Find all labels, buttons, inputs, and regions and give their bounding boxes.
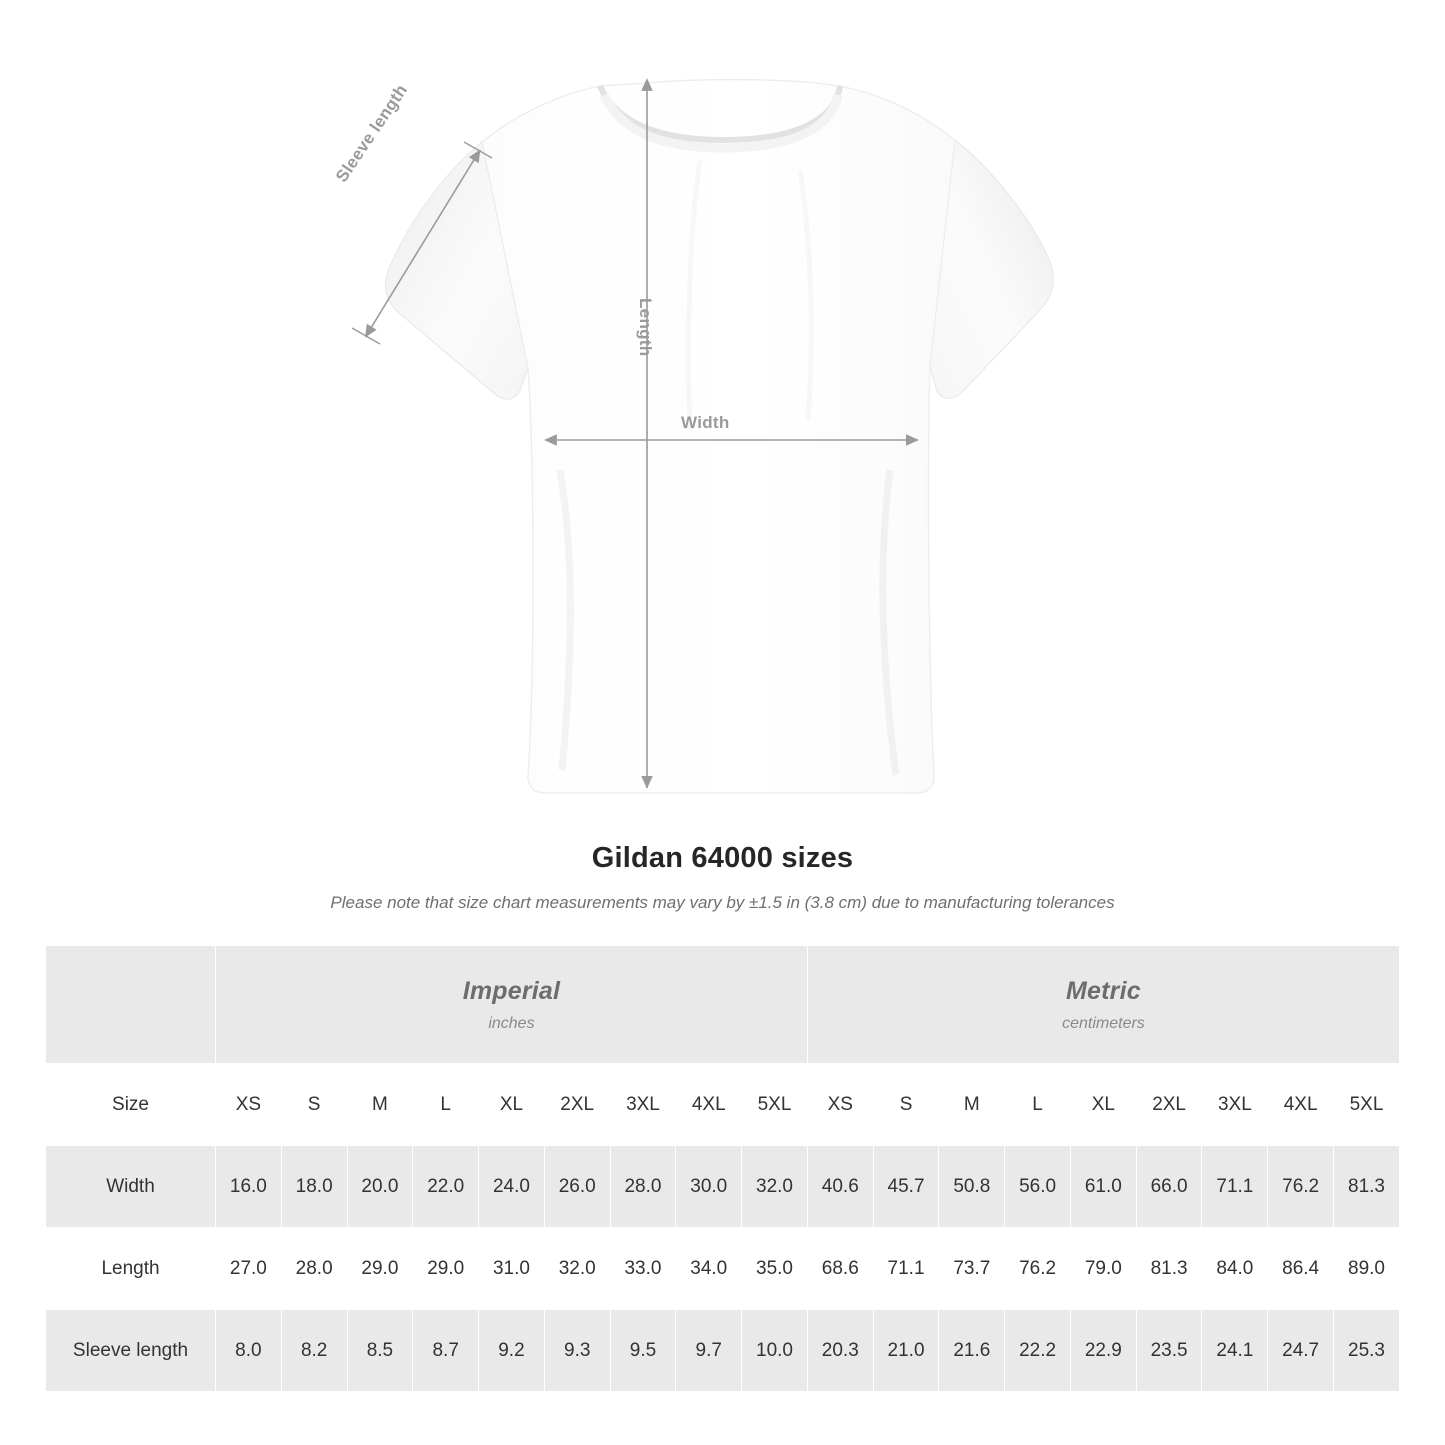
cell: 8.0 bbox=[216, 1310, 282, 1392]
cell: 40.6 bbox=[807, 1146, 873, 1228]
size-table-wrap bbox=[45, 945, 1400, 1392]
cell: 81.3 bbox=[1334, 1146, 1400, 1228]
imperial-system-label: Imperial bbox=[462, 976, 561, 1005]
cell: 34.0 bbox=[676, 1228, 742, 1310]
length-label: Length bbox=[636, 298, 655, 357]
metric-unit-label: centimeters bbox=[1062, 1014, 1145, 1032]
cell: 32.0 bbox=[742, 1146, 808, 1228]
cell: 28.0 bbox=[281, 1228, 347, 1310]
cell: 79.0 bbox=[1070, 1228, 1136, 1310]
column-header: XL bbox=[479, 1064, 545, 1146]
cell: 8.2 bbox=[281, 1310, 347, 1392]
unit-header-row bbox=[46, 946, 1400, 1064]
cell: 81.3 bbox=[1136, 1228, 1202, 1310]
table-row bbox=[46, 1146, 1400, 1228]
unit-group-imperial bbox=[216, 946, 808, 1064]
cell: 21.6 bbox=[939, 1310, 1005, 1392]
cell: 22.2 bbox=[1005, 1310, 1071, 1392]
cell: 35.0 bbox=[742, 1228, 808, 1310]
cell: 9.7 bbox=[676, 1310, 742, 1392]
cell: 66.0 bbox=[1136, 1146, 1202, 1228]
cell: 24.1 bbox=[1202, 1310, 1268, 1392]
column-header: L bbox=[1005, 1064, 1071, 1146]
column-header: 5XL bbox=[1334, 1064, 1400, 1146]
cell: 27.0 bbox=[216, 1228, 282, 1310]
column-header: 2XL bbox=[1136, 1064, 1202, 1146]
cell: 16.0 bbox=[216, 1146, 282, 1228]
cell: 33.0 bbox=[610, 1228, 676, 1310]
cell: 18.0 bbox=[281, 1146, 347, 1228]
cell: 24.7 bbox=[1268, 1310, 1334, 1392]
column-header: 4XL bbox=[1268, 1064, 1334, 1146]
cell: 20.3 bbox=[807, 1310, 873, 1392]
cell: 28.0 bbox=[610, 1146, 676, 1228]
cell: 45.7 bbox=[873, 1146, 939, 1228]
size-header-row bbox=[46, 1064, 1400, 1146]
cell: 20.0 bbox=[347, 1146, 413, 1228]
cell: 61.0 bbox=[1070, 1146, 1136, 1228]
size-table bbox=[45, 945, 1400, 1392]
cell: 76.2 bbox=[1005, 1228, 1071, 1310]
row-header-size: Size bbox=[46, 1064, 216, 1146]
cell: 32.0 bbox=[544, 1228, 610, 1310]
cell: 9.5 bbox=[610, 1310, 676, 1392]
title-block bbox=[0, 842, 1445, 913]
cell: 68.6 bbox=[807, 1228, 873, 1310]
cell: 29.0 bbox=[413, 1228, 479, 1310]
cell: 84.0 bbox=[1202, 1228, 1268, 1310]
column-header: 5XL bbox=[742, 1064, 808, 1146]
cell: 86.4 bbox=[1268, 1228, 1334, 1310]
cell: 50.8 bbox=[939, 1146, 1005, 1228]
cell: 31.0 bbox=[479, 1228, 545, 1310]
cell: 9.3 bbox=[544, 1310, 610, 1392]
sleeve-length-label: Sleeve length bbox=[332, 80, 412, 186]
column-header: 2XL bbox=[544, 1064, 610, 1146]
column-header: 4XL bbox=[676, 1064, 742, 1146]
cell: 76.2 bbox=[1268, 1146, 1334, 1228]
cell: 30.0 bbox=[676, 1146, 742, 1228]
column-header: M bbox=[939, 1064, 1005, 1146]
cell: 89.0 bbox=[1334, 1228, 1400, 1310]
cell: 8.7 bbox=[413, 1310, 479, 1392]
cell: 22.0 bbox=[413, 1146, 479, 1228]
column-header: L bbox=[413, 1064, 479, 1146]
row-label-length: Length bbox=[46, 1228, 216, 1310]
column-header: XS bbox=[216, 1064, 282, 1146]
cell: 71.1 bbox=[873, 1228, 939, 1310]
cell: 10.0 bbox=[742, 1310, 808, 1392]
column-header: M bbox=[347, 1064, 413, 1146]
width-label: Width bbox=[681, 413, 730, 432]
column-header: 3XL bbox=[1202, 1064, 1268, 1146]
row-label-sleeve-length: Sleeve length bbox=[46, 1310, 216, 1392]
cell: 22.9 bbox=[1070, 1310, 1136, 1392]
metric-system-label: Metric bbox=[1066, 976, 1141, 1005]
table-row bbox=[46, 1310, 1400, 1392]
cell: 73.7 bbox=[939, 1228, 1005, 1310]
column-header: S bbox=[873, 1064, 939, 1146]
cell: 21.0 bbox=[873, 1310, 939, 1392]
row-label-width: Width bbox=[46, 1146, 216, 1228]
cell: 71.1 bbox=[1202, 1146, 1268, 1228]
unit-header-spacer bbox=[46, 946, 216, 1064]
cell: 23.5 bbox=[1136, 1310, 1202, 1392]
cell: 9.2 bbox=[479, 1310, 545, 1392]
cell: 25.3 bbox=[1334, 1310, 1400, 1392]
cell: 29.0 bbox=[347, 1228, 413, 1310]
cell: 56.0 bbox=[1005, 1146, 1071, 1228]
cell: 24.0 bbox=[479, 1146, 545, 1228]
column-header: XS bbox=[807, 1064, 873, 1146]
column-header: S bbox=[281, 1064, 347, 1146]
page-title: Gildan 64000 sizes bbox=[591, 842, 854, 874]
cell: 26.0 bbox=[544, 1146, 610, 1228]
column-header: 3XL bbox=[610, 1064, 676, 1146]
imperial-unit-label: inches bbox=[488, 1014, 535, 1032]
unit-group-metric bbox=[807, 946, 1399, 1064]
tshirt-shape bbox=[386, 80, 1054, 793]
tolerance-note: Please note that size chart measurements may vary by ±1.5 in (3.8 cm) due to manufacturing tolerances bbox=[330, 893, 1115, 912]
cell: 8.5 bbox=[347, 1310, 413, 1392]
table-row bbox=[46, 1228, 1400, 1310]
column-header: XL bbox=[1070, 1064, 1136, 1146]
